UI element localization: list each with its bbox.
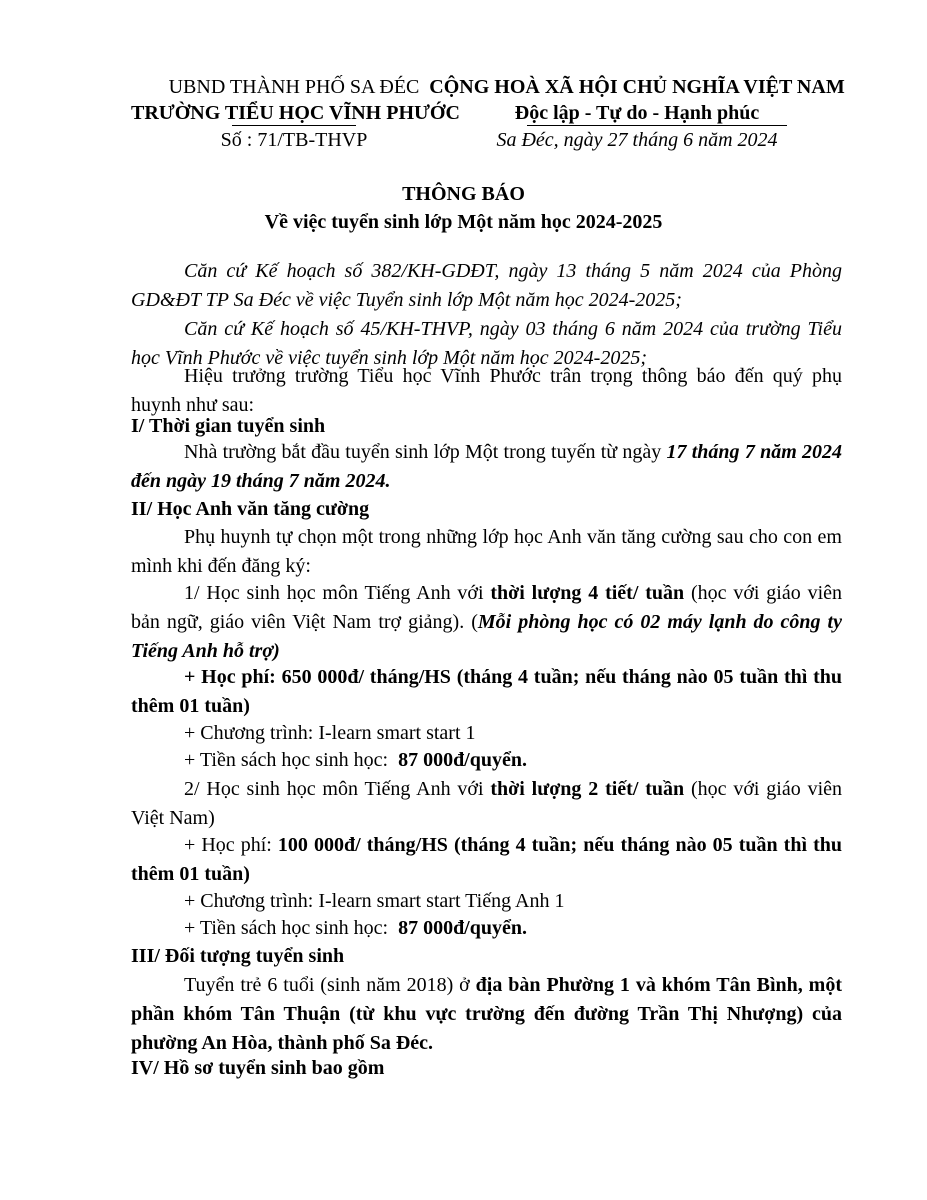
option-1-text: 1/ Học sinh học môn Tiếng Anh với xyxy=(184,582,491,604)
option-1-program: + Chương trình: I-learn smart start 1 xyxy=(184,722,476,744)
document-number: Số : 71/TB-THVP xyxy=(220,129,368,151)
section-3-heading: III/ Đối tượng tuyển sinh xyxy=(131,945,345,967)
option-2-paragraph xyxy=(131,775,842,833)
option-2-fee-value: 100 000đ/ tháng/HS (tháng 4 tuần; nếu tháng nào 05 tuần thì thu thêm 01 tuần) xyxy=(131,834,842,885)
school-name: TRƯỜNG TIỂU HỌC VĨNH PHƯỚC xyxy=(131,102,460,124)
issuing-authority: UBND THÀNH PHỐ SA ĐÉC xyxy=(168,76,420,98)
option-2-fee-label: + Học phí: xyxy=(184,834,278,856)
section-3-text: Tuyển trẻ 6 tuổi (sinh năm 2018) ở xyxy=(184,974,476,996)
section-2-intro: Phụ huynh tự chọn một trong những lớp học Anh văn tăng cường sau cho con em mình khi đến đăng ký: xyxy=(131,526,842,577)
section-1-heading: I/ Thời gian tuyển sinh xyxy=(131,415,326,437)
option-1-fee: + Học phí: 650 000đ/ tháng/HS (tháng 4 tuần; nếu tháng nào 05 tuần thì thu thêm 01 tuần) xyxy=(131,666,842,717)
document-title: THÔNG BÁO xyxy=(402,183,525,205)
document-subtitle: Về việc tuyển sinh lớp Một năm học 2024-2025 xyxy=(264,211,663,233)
section-3-paragraph xyxy=(131,971,842,1058)
option-2-fee xyxy=(131,831,842,889)
section-1-text: Nhà trường bắt đầu tuyển sinh lớp Một trong tuyến từ ngày xyxy=(184,441,667,463)
intro-paragraph: Hiệu trưởng trường Tiểu học Vĩnh Phước trân trọng thông báo đến quý phụ huynh như sau: xyxy=(131,365,842,416)
section-4-heading: IV/ Hồ sơ tuyển sinh bao gồm xyxy=(131,1057,385,1079)
option-1-books-price: 87 000đ/quyển. xyxy=(398,749,527,771)
document-date: Sa Đéc, ngày 27 tháng 6 năm 2024 xyxy=(496,129,778,151)
option-2-program: + Chương trình: I-learn smart start Tiếng Anh 1 xyxy=(184,890,565,912)
section-1-paragraph xyxy=(131,438,842,496)
option-2-books xyxy=(131,914,842,943)
enrollment-area: địa bàn Phường 1 và khóm Tân Bình, một phần khóm Tân Thuận (từ khu vực trường đến đường Trần Thị Nhượng) của phường An Hòa, thành phố Sa Đéc. xyxy=(131,974,842,1054)
national-title: CỘNG HOÀ XÃ HỘI CHỦ NGHĨA VIỆT NAM xyxy=(429,76,845,98)
option-1-books-label: + Tiền sách học sinh học: xyxy=(184,749,399,771)
option-2-duration: thời lượng 2 tiết/ tuần xyxy=(490,778,685,800)
option-1-paragraph xyxy=(131,579,842,666)
option-2-text: 2/ Học sinh học môn Tiếng Anh với xyxy=(184,778,491,800)
section-2-heading: II/ Học Anh văn tăng cường xyxy=(131,498,370,520)
basis-paragraph-1: Căn cứ Kế hoạch số 382/KH-GDĐT, ngày 13 tháng 5 năm 2024 của Phòng GD&ĐT TP Sa Đéc về việc Tuyển sinh lớp Một năm học 2024-2025; xyxy=(131,260,842,311)
school-name-underline xyxy=(232,125,356,126)
motto-underline xyxy=(527,125,787,126)
option-1-books xyxy=(131,746,842,775)
national-motto: Độc lập - Tự do - Hạnh phúc xyxy=(514,102,760,124)
option-2-books-label: + Tiền sách học sinh học: xyxy=(184,917,399,939)
enrollment-dates: 17 tháng 7 năm 2024 đến ngày 19 tháng 7 năm 2024. xyxy=(131,441,843,492)
option-2-teacher-note: (học với giáo viên Việt Nam) xyxy=(131,778,842,829)
option-1-duration: thời lượng 4 tiết/ tuần xyxy=(490,582,685,604)
option-1-aircon-note: Mỗi phòng học có 02 máy lạnh do công ty Tiếng Anh hỗ trợ) xyxy=(131,611,842,662)
basis-paragraph-2: Căn cứ Kế hoạch số 45/KH-THVP, ngày 03 tháng 6 năm 2024 của trường Tiểu học Vĩnh Phước về việc tuyển sinh lớp Một năm học 2024-2025; xyxy=(131,318,842,369)
option-1-teacher-note: (học với giáo viên bản ngữ, giáo viên Việt Nam trợ giảng). ( xyxy=(131,582,842,633)
option-2-books-price: 87 000đ/quyển. xyxy=(398,917,527,939)
